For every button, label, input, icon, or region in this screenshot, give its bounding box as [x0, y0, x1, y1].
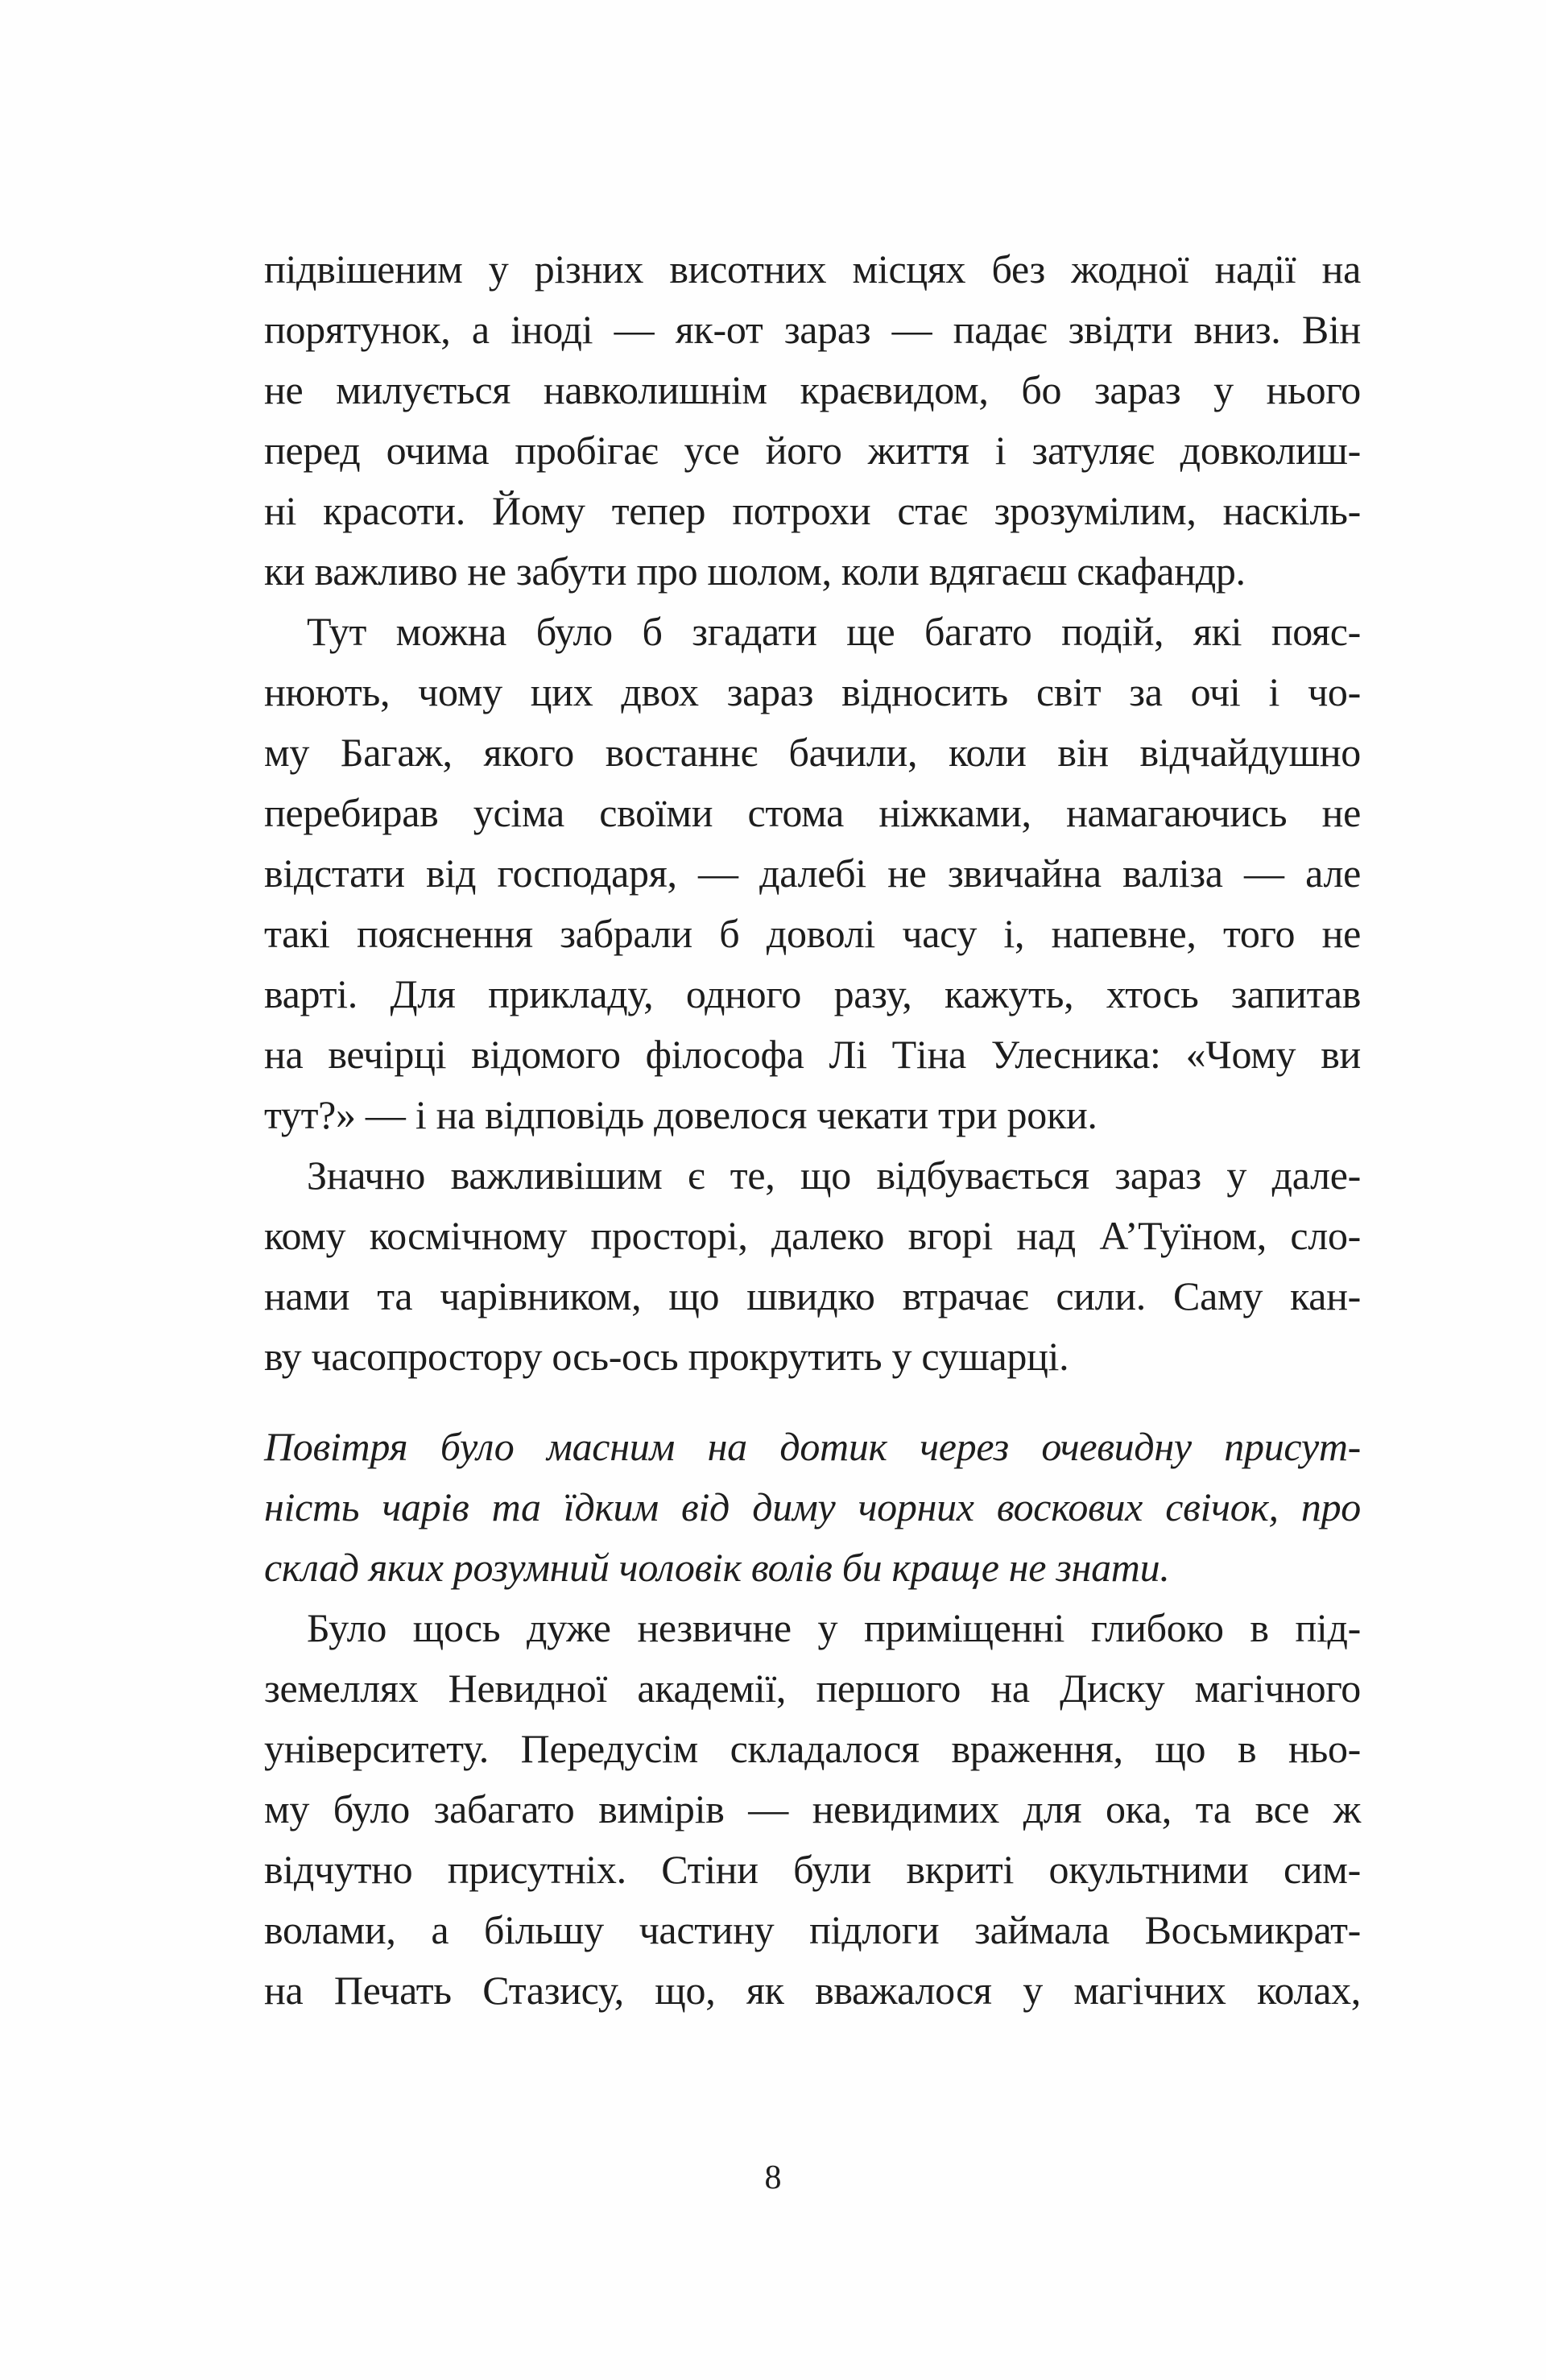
text-line: підвішеним у різних висотних місцях без жодної надії на [264, 246, 1361, 292]
text-line: перебирав усіма своїми стома ніжками, намагаючись не [264, 790, 1361, 835]
text-line: Було щось дуже незвичне у приміщенні глибоко в під- [307, 1605, 1361, 1650]
text-line: порятунок, а іноді — як-от зараз — падає звідти вниз. Він [264, 307, 1361, 352]
text-line: відстати від господаря, — далебі не звичайна валіза — але [264, 851, 1361, 896]
text-line: волами, а більшу частину підлоги займала Восьмикрат- [264, 1907, 1361, 1952]
text-line: такі пояснення забрали б доволі часу і, напевне, того не [264, 911, 1361, 956]
text-line: на Печать Стазису, що, як вважалося у магічних колах, [264, 1968, 1361, 2013]
text-line: нюють, чому цих двох зараз відносить світ за очі і чо- [264, 669, 1361, 714]
text-line: Значно важливішим є те, що відбувається зараз у дале- [307, 1153, 1361, 1198]
text-line: му було забагато вимірів — невидимих для ока, та все ж [264, 1786, 1361, 1832]
text-line: варті. Для прикладу, одного разу, кажуть, хтось запитав [264, 971, 1361, 1016]
text-line: перед очима пробігає усе його життя і затуляє довколиш- [264, 428, 1361, 473]
text-line: на вечірці відомого філософа Лі Тіна Улесника: «Чому ви [264, 1032, 1361, 1077]
text-line: не милується навколишнім краєвидом, бо зараз у нього [264, 367, 1361, 412]
text-line: тут?» — і на відповідь довелося чекати три роки. [264, 1092, 1097, 1137]
text-line: Тут можна було б згадати ще багато подій, які пояс- [307, 609, 1361, 654]
text-line: ки важливо не забути про шолом, коли вдягаєш скафандр. [264, 548, 1246, 594]
text-line: відчутно присутніх. Стіни були вкриті окультними сим- [264, 1847, 1361, 1892]
epigraph-line: ність чарів та їдким від диму чорних воскових свічок, про [264, 1484, 1361, 1529]
text-line: му Багаж, якого востаннє бачили, коли він відчайдушно [264, 730, 1361, 775]
text-line: ву часопростору ось-ось прокрутить у сушарці. [264, 1334, 1069, 1379]
epigraph-line: Повітря було масним на дотик через очевидну присут- [264, 1424, 1361, 1469]
text-line: нами та чарівником, що швидко втрачає сили. Саму кан- [264, 1273, 1361, 1318]
text-line: університету. Передусім складалося враження, що в ньо- [264, 1726, 1361, 1771]
text-line: земеллях Невидної академії, першого на Диску магічного [264, 1666, 1361, 1711]
epigraph-line: склад яких розумний чоловік волів би краще не знати. [264, 1545, 1170, 1590]
page-number: 8 [764, 2159, 782, 2196]
text-line: кому космічному просторі, далеко вгорі над А’Туїном, сло- [264, 1213, 1361, 1258]
text-line: ні красоти. Йому тепер потрохи стає зрозумілим, наскіль- [264, 488, 1361, 533]
